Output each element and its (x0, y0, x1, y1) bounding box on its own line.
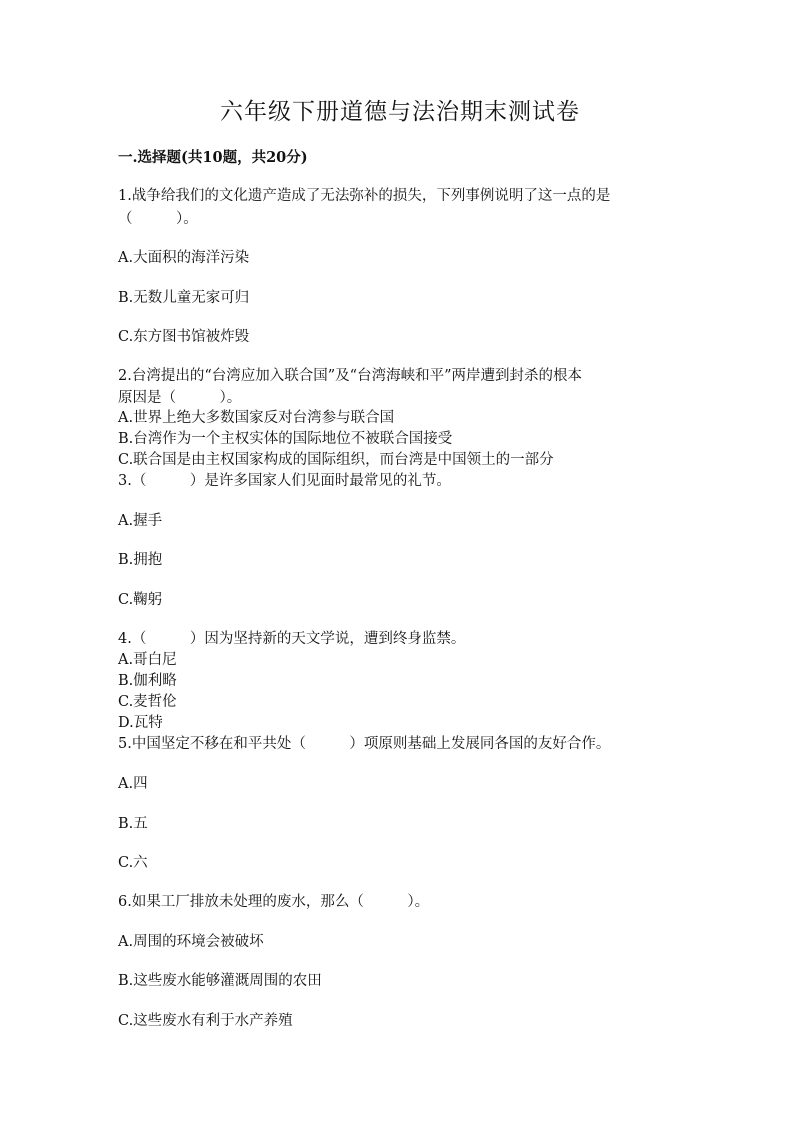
question-4-option-d: D.瓦特 (118, 715, 163, 731)
question-6-option-b: B.这些废水能够灌溉周围的农田 (118, 973, 322, 989)
question-6-option-c: C.这些废水有利于水产养殖 (118, 1013, 293, 1029)
section-heading: 一.选择题(共10题，共20分) (118, 149, 308, 166)
question-1-stem-line-2: （ ）。 (118, 211, 198, 227)
question-1-option-a: A.大面积的海洋污染 (118, 250, 250, 266)
question-3-stem: 3.（ ）是许多国家人们见面时最常见的礼节。 (118, 473, 451, 489)
question-2-option-b: B.台湾作为一个主权实体的国际地位不被联合国接受 (118, 431, 453, 447)
question-4-option-c: C.麦哲伦 (118, 694, 177, 710)
question-2-stem-line-1: 2.台湾提出的“台湾应加入联合国”及“台湾海峡和平”两岸遭到封杀的根本 (118, 368, 582, 384)
question-1-option-b: B.无数儿童无家可归 (118, 290, 250, 306)
question-6-stem: 6.如果工厂排放未处理的废水，那么（ ）。 (118, 894, 430, 910)
question-4-option-b: B.伽利略 (118, 673, 177, 689)
question-5-option-a: A.四 (118, 776, 148, 792)
question-1-stem-line-1: 1.战争给我们的文化遗产造成了无法弥补的损失，下列事例说明了这一点的是 (118, 188, 611, 204)
page-title: 六年级下册道德与法治期末测试卷 (220, 99, 580, 125)
question-3-option-b: B.拥抱 (118, 552, 163, 568)
question-2-option-a: A.世界上绝大多数国家反对台湾参与联合国 (118, 410, 395, 426)
question-4-option-a: A.哥白尼 (118, 652, 177, 668)
question-3-option-a: A.握手 (118, 513, 163, 529)
question-5-stem: 5.中国坚定不移在和平共处（ ）项原则基础上发展同各国的友好合作。 (118, 736, 611, 752)
question-6-option-a: A.周围的环境会被破坏 (118, 934, 264, 950)
question-1-option-c: C.东方图书馆被炸毁 (118, 329, 250, 345)
question-2-option-c: C.联合国是由主权国家构成的国际组织，而台湾是中国领土的一部分 (118, 452, 554, 468)
question-5-option-b: B.五 (118, 816, 148, 832)
question-3-option-c: C.鞠躬 (118, 592, 163, 608)
question-4-stem: 4.（ ）因为坚持新的天文学说，遭到终身监禁。 (118, 631, 466, 647)
question-2-stem-line-2: 原因是（ ）。 (118, 390, 242, 406)
question-5-option-c: C.六 (118, 855, 148, 871)
